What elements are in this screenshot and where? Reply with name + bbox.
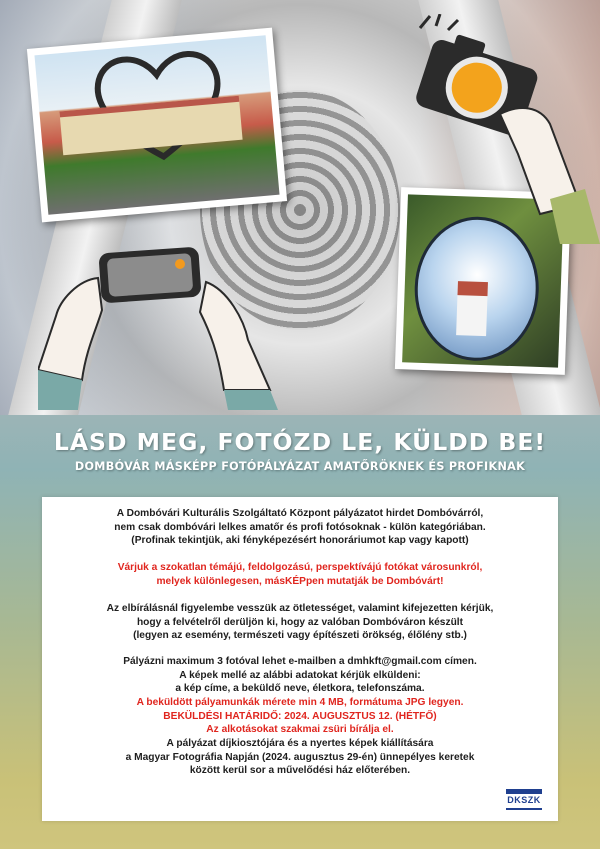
text-line: A képek mellé az alábbi adatokat kérjük elküldeni: bbox=[179, 669, 421, 681]
hand-holding-camera-icon bbox=[400, 14, 600, 244]
header-photo-collage bbox=[0, 0, 600, 415]
text-line: a Magyar Fotográfia Napján (2024. augusztus 29-én) ünnepélyes keretek bbox=[125, 751, 475, 763]
text-line: Várjuk a szokatlan témájú, feldolgozású, perspektívájú fotókat városunkról, bbox=[117, 562, 483, 573]
title-block bbox=[0, 428, 600, 473]
paragraph-award bbox=[42, 737, 558, 778]
text-line: a kép címe, a beküldő neve, életkora, telefonszáma. bbox=[175, 683, 425, 695]
photo-town-square bbox=[27, 28, 287, 223]
church-reflection bbox=[456, 281, 488, 336]
text-line: Az elbírálásnál figyelembe vesszük az ötletességet, valamint kifejezetten kérjük, bbox=[106, 603, 494, 614]
paragraph-judging bbox=[42, 602, 558, 643]
text-line: között kerül sor a művelődési ház előterében. bbox=[189, 765, 411, 777]
logo-text: DKSZK bbox=[507, 795, 541, 805]
text-line: Az alkotásokat szakmai zsüri bírálja el. bbox=[206, 724, 394, 736]
text-line: hogy a felvételről derüljön ki, hogy az valóban Dombóváron készült bbox=[136, 616, 464, 628]
text-line: A pályázat díjkiosztójára és a nyertes képek kiállítására bbox=[166, 738, 434, 749]
text-line: A beküldött pályamunkák mérete min 4 MB, formátuma JPG legyen. bbox=[136, 697, 464, 708]
page-title: LÁSD MEG, FOTÓZD LE, KÜLDD BE! bbox=[53, 428, 547, 456]
announcement-box bbox=[42, 497, 558, 821]
deadline-text: BEKÜLDÉSI HATÁRIDŐ: 2024. AUGUSZTUS 12. (HÉTFŐ) bbox=[163, 710, 437, 722]
hands-holding-phone-icon bbox=[38, 220, 278, 410]
paragraph-submission bbox=[42, 655, 558, 696]
text-line: Pályázni maximum 3 fotóval lehet e-mailben a dmhkft@gmail.com címen. bbox=[123, 656, 477, 667]
dkszk-logo bbox=[502, 789, 546, 813]
text-line: melyek különlegesen, másKÉPpen mutatják be Dombóvárt! bbox=[156, 575, 444, 587]
logo-bar bbox=[506, 789, 542, 794]
paragraph-intro bbox=[42, 507, 558, 548]
paragraph-deadline bbox=[42, 696, 558, 737]
text-line: A Dombóvári Kulturális Szolgáltató Központ pályázatot hirdet Dombóvárról, bbox=[116, 508, 484, 519]
page-subtitle: DOMBÓVÁR MÁSKÉPP FOTÓPÁLYÁZAT AMATŐRÖKNEK ÉS PROFIKNAK bbox=[74, 460, 526, 473]
text-line: (legyen az esemény, természeti vagy építészeti örökség, élőlény stb.) bbox=[133, 630, 467, 642]
logo-underline bbox=[506, 808, 542, 810]
text-line: (Profinak tekintjük, aki fényképezésért honoráriumot kap vagy kapott) bbox=[131, 535, 469, 547]
paragraph-call bbox=[42, 561, 558, 588]
text-line: nem csak dombóvári lelkes amatőr és profi fotósoknak - külön kategóriában. bbox=[114, 521, 486, 533]
